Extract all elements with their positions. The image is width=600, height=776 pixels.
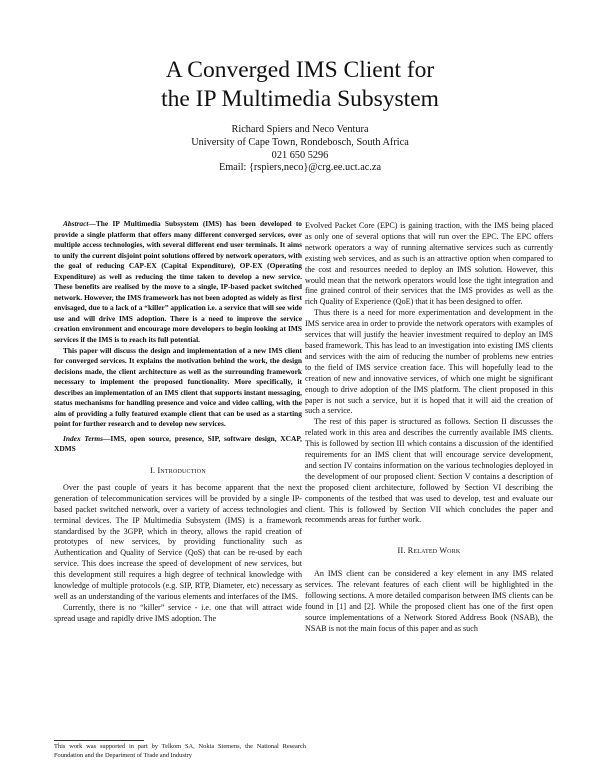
title-line-1: A Converged IMS Client for — [165, 57, 435, 83]
right-paragraph-1: Evolved Packet Core (EPC) is gaining traction, with the IMS being placed as only one of several options that will run over the EPC. The EPC offers network operators a way of running alternative services such as currently existing web services, and as such is an attractive option when compared to the cost and resources needed to deploy an IMS solution. However, this would mean that the network operators would lose the tight integration and fine grained control of their services that the IMS provides as well as the rich Quality of Experience (QoE) that it has been designed to offer. — [305, 221, 553, 307]
section-1-title: Introduction — [157, 466, 206, 476]
affiliation: University of Cape Town, Rondebosch, South Africa — [191, 136, 409, 148]
section-2-heading — [305, 546, 553, 557]
author-names: Richard Spiers and Neco Ventura — [231, 124, 369, 135]
section-2-title: Related Work — [407, 546, 461, 556]
paper-title — [0, 56, 600, 114]
related-work-paragraph: An IMS client can be considered a key element in any IMS related services. The relevant features of each client will be highlighted in the following sections. A more detailed comparison between IMS clients can be found in [1] and [2]. While the proposed client has one of the first open source implementations of a Network Stored Address Book (NSAB), the NSAB is not the main focus of this paper and as such — [305, 569, 553, 633]
section-2-number: II. — [397, 546, 406, 556]
abstract-paragraph-1: Abstract—The IP Multimedia Subsystem (IMS) has been developed to provide a single platform that offers many different converged services, over multiple access technologies, with several different end user terminals. It aims to unify the current disjoint point solutions offered by network operators, with the goal of reducing CAP-EX (Capital Expenditure), OP-EX (Operating Expenditure) as well as reducing the time taken to develop a new service. These benefits are realised by the move to a single, IP-based packet switched network. However, the IMS framework has not been adopted as widely as first envisaged, due to a lack of a “killer” application i.e. a service that will see wide use and will drive IMS adoption. There is a need to improve the service creation environment and encourage more developers to begin looking at IMS services if the IMS is to reach its full potential. — [54, 219, 302, 345]
index-terms-text: IMS, open source, presence, SIP, software design, XCAP, XDMS — [54, 433, 303, 454]
abstract — [54, 219, 302, 455]
phone: 021 650 5296 — [271, 149, 329, 161]
right-paragraph-3: The rest of this paper is structured as follows. Section II discusses the related work in this area and describes the currently available IMS clients. This is followed by section III which contains a discussion of the identified requirements for an IMS client that will encourage service development, and section IV contains information on the various technologies deployed in the development of our proposed client. Section V contains a description of the proposed client architecture, followed by Section VI describing the components of the testbed that was used to develop, test and evaluate our client. This is followed by Section VII which concludes the paper and recommends areas for further work. — [305, 417, 553, 525]
intro-paragraph-2: Currently, there is no “killer” service - i.e. one that will attract wide spread usage and rapidly drive IMS adoption. The — [54, 602, 302, 623]
abstract-text: The IP Multimedia Subsystem (IMS) has been developed to provide a single platform that offers many different converged services, over multiple access technologies, with several different end user terminals. It aims to unify the current disjoint point solutions offered by network operators, with the goal of reducing CAP-EX (Capital Expenditure), OP-EX (Operating Expenditure) as well as reducing the time taken to develop a new service. These benefits are realised by the move to a single, IP-based packet switched network. However, the IMS framework has not been adopted as widely as first envisaged, due to a lack of a “killer” application i.e. a service that will see wide use and will drive IMS adoption. There is a need to improve the service creation environment and encourage more developers to begin looking at IMS services if the IMS is to reach its full potential. — [54, 219, 302, 345]
left-column — [54, 219, 302, 625]
right-column — [305, 221, 553, 635]
title-line-2: the IP Multimedia Subsystem — [161, 86, 439, 112]
section-1-heading — [54, 466, 302, 477]
section-1-number: I. — [150, 466, 156, 476]
index-terms-label: Index Terms — [63, 433, 103, 443]
abstract-label: Abstract — [63, 219, 89, 228]
author-block — [0, 124, 600, 175]
index-terms: Index Terms—IMS, open source, presence, SIP, software design, XCAP, XDMS — [54, 433, 303, 454]
footnote-divider — [54, 740, 144, 741]
abstract-paragraph-2: This paper will discuss the design and implementation of a new IMS client for converged services. It explains the motivation behind the work, the design decisions made, the client architecture as well as the surrounding framework necessary to implement the proposed functionality. More specifically, it describes an implementation of an IMS client that supports instant messaging, status mechanisms for handling presence and voice and video calling, with the aim of providing a fully featured example client that can be used as a starting point for further research and to develop new services. — [54, 345, 302, 429]
intro-paragraph-1: Over the past couple of years it has become apparent that the next generation of telecommunication services will be provided by a single IP-based packet switched network, over a variety of access technologies and terminal devices. The IP Multimedia Subsystem (IMS) is a framework standardised by the 3GPP, which in theory, allows the rapid creation of prototypes of new services, by providing functionality such as Authentication and Quality of Service (QoS) that can be re-used by each service. This does increase the speed of development of new services, but this development still requires a high degree of technical knowledge with knowledge of multiple protocols (e.g. SIP, RTP, Diameter, etc) necessary as well as an understanding of the various elements and interfaces of the IMS. — [54, 482, 302, 601]
right-paragraph-2: Thus there is a need for more experimentation and development in the IMS service area in order to provide the network operators with examples of services that will justify the heavier investment required to deploy an IMS based framework. This has lead to an investigation into existing IMS clients and services with the aim of reducing the number of problems new entries to the field of IMS service creation face. This will hopefully lead to the creation of new and innovative services, of which one might be significant enough to drive adoption of the IMS platform. The client proposed in this paper is not such a service, but it is hoped that it will aid the creation of such a service. — [305, 308, 553, 416]
footnote: This work was supported in part by Telkom SA, Nokia Siemens, the National Research Foundation and the Department of Trade and Industry — [54, 743, 306, 759]
email: Email: {rspiers,neco}@crg.ee.uct.ac.za — [218, 162, 382, 174]
